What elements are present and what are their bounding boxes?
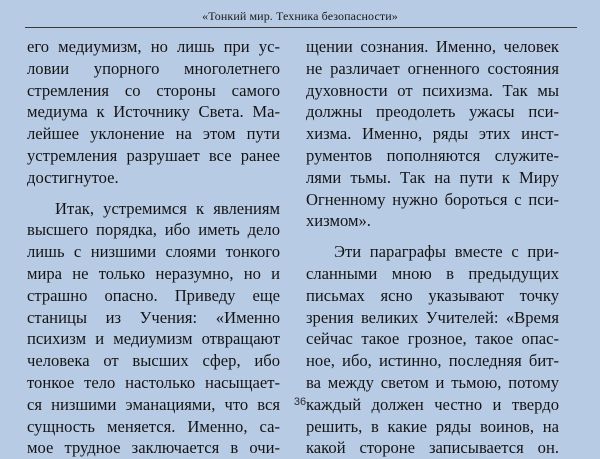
text-line: сейчас такое грозное, такое опас- xyxy=(306,329,559,349)
text-line: устремления разрушает все ранее xyxy=(27,145,280,165)
text-line: ловии упорного многолетнего xyxy=(27,58,280,78)
text-line: ва между светом и тьмою, потому xyxy=(306,372,559,392)
text-line: рументов пополняются служите- xyxy=(306,145,559,165)
text-line: хизма. Именно, ряды этих инст- xyxy=(306,124,559,144)
text-line: страшно опасно. Приведу еще xyxy=(27,285,280,305)
text-line: духовности от психизма. Так мы xyxy=(306,80,559,100)
text-line: стремления со стороны самого xyxy=(27,80,280,100)
text-line: ся низшими эманациями, что вся xyxy=(27,394,280,414)
text-line: его медиумизм, но лишь при ус- xyxy=(27,37,280,56)
text-line: Эти параграфы вместе с при- xyxy=(334,242,559,262)
text-line: лишь с низшими слоями тонкого xyxy=(27,242,280,262)
text-line: щении сознания. Именно, человек xyxy=(306,37,559,56)
text-line: каждый должен честно и твердо xyxy=(306,394,559,414)
text-line: ное, ибо, истинно, последняя бит- xyxy=(306,351,559,371)
text-line: достигнутое. xyxy=(27,167,119,187)
text-line: мое трудное заключается в очи- xyxy=(27,438,280,458)
text-line: сущность меняется. Именно, са- xyxy=(27,416,280,436)
text-line: психизм и медиумизм отвращают xyxy=(27,329,280,349)
text-line: должны преодолеть ужасы пси- xyxy=(306,102,559,122)
header-rule xyxy=(25,27,577,28)
text-line: лейшее уклонение на этом пути xyxy=(27,124,280,144)
text-line: письмах ясно указывают точку xyxy=(306,285,559,305)
text-line: хизмом». xyxy=(306,211,371,231)
text-line: сланными мною в предыдущих xyxy=(306,263,559,283)
text-line: станицы из Учения: «Именно xyxy=(27,307,280,327)
text-line: Итак, устремимся к явлениям xyxy=(55,198,280,218)
paragraph-gap xyxy=(306,232,559,241)
text-line: Огненному нужно бороться с пси- xyxy=(306,189,559,209)
text-line: человека от высших сфер, ибо xyxy=(27,351,280,371)
text-line: высшего порядка, ибо иметь дело xyxy=(27,220,280,240)
text-line: не различает огненного состояния xyxy=(306,58,559,78)
running-header: «Тонкий мир. Техника безопасности» xyxy=(202,9,398,23)
text-line: медиума к Источнику Света. Ма- xyxy=(27,102,280,122)
text-line: тонкое тело настолько насыщает- xyxy=(27,372,280,392)
text-line: решить, в какие ряды воинов, на xyxy=(306,416,559,436)
text-line: какой стороне записывается он. xyxy=(306,438,559,458)
text-line: лями тьмы. Так на пути к Миру xyxy=(306,167,559,187)
text-line: мира не только неразумно, но и xyxy=(27,263,280,283)
text-line: зрения великих Учителей: «Время xyxy=(306,307,559,327)
paragraph-gap xyxy=(27,189,280,198)
page-number: 36 xyxy=(293,396,307,408)
